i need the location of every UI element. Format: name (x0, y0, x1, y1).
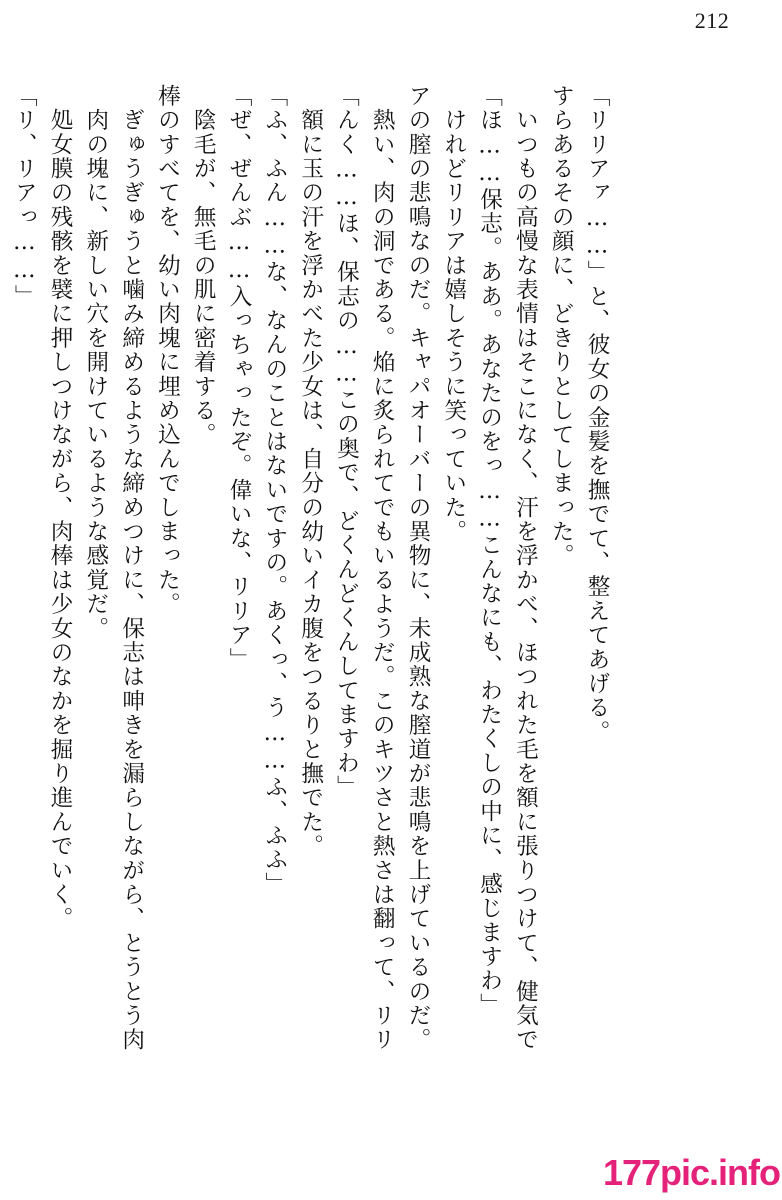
text-line: 熱い、肉の洞である。焔に炙られてでもいるようだ。このキツさと熱さは翻って、リリ (369, 84, 396, 1052)
text-line: 棒のすべてを、幼い肉塊に埋め込んでしまった。 (154, 84, 181, 617)
watermark-text: 177pic.info (602, 1152, 780, 1193)
page-number: 212 (694, 8, 730, 33)
text-line: ぎゅうぎゅうと噛み締めるような締めつけに、保志は呻きを漏らしながら、とうとう肉 (118, 84, 145, 1052)
vertical-text-column (11, 84, 614, 1124)
text-line: すらあるその顔に、どきりとしてしまった。 (548, 84, 575, 568)
text-line: いつもの高慢な表情はそこになく、汗を浮かべ、ほつれた毛を額に張りつけて、健気で (512, 84, 539, 1052)
text-line: 陰毛が、無毛の肌に密着する。 (190, 84, 217, 447)
text-line: 肉の塊に、新しい穴を開けているような感覚だ。 (82, 84, 109, 641)
text-line: 「リ、リアっ……」 (11, 84, 38, 309)
text-line: 「んく……ほ、保志の……この奥で、どくんどくんしてますわ」 (333, 84, 360, 800)
text-line: アの膣の悲鳴なのだ。キャパオーバーの異物に、未成熟な膣道が悲鳴を上げているのだ。 (405, 84, 432, 1052)
text-line: 「ふ、ふん……な、なんのことはないですの。あくっ、う……ふ、ふふ」 (261, 84, 288, 897)
text-line: けれどリリアは嬉しそうに笑っていた。 (440, 84, 467, 544)
text-line: 処女膜の残骸を襞に押しつけながら、肉棒は少女のなかを掘り進んでいく。 (47, 84, 74, 931)
text-line: 「リリアァ……」と、彼女の金髪を撫でて、整えてあげる。 (584, 84, 610, 745)
text-line: 額に玉の汗を浮かべた少女は、自分の幼いイカ腹をつるりと撫でた。 (297, 84, 324, 859)
text-line: 「ぜ、ぜんぶ……入っちゃったぞ。偉いな、リリア」 (226, 84, 253, 672)
text-line: 「ほ……保志。ああ。あなたのをっ……こんなにも、わたくしの中に、感じますわ」 (476, 84, 503, 1018)
